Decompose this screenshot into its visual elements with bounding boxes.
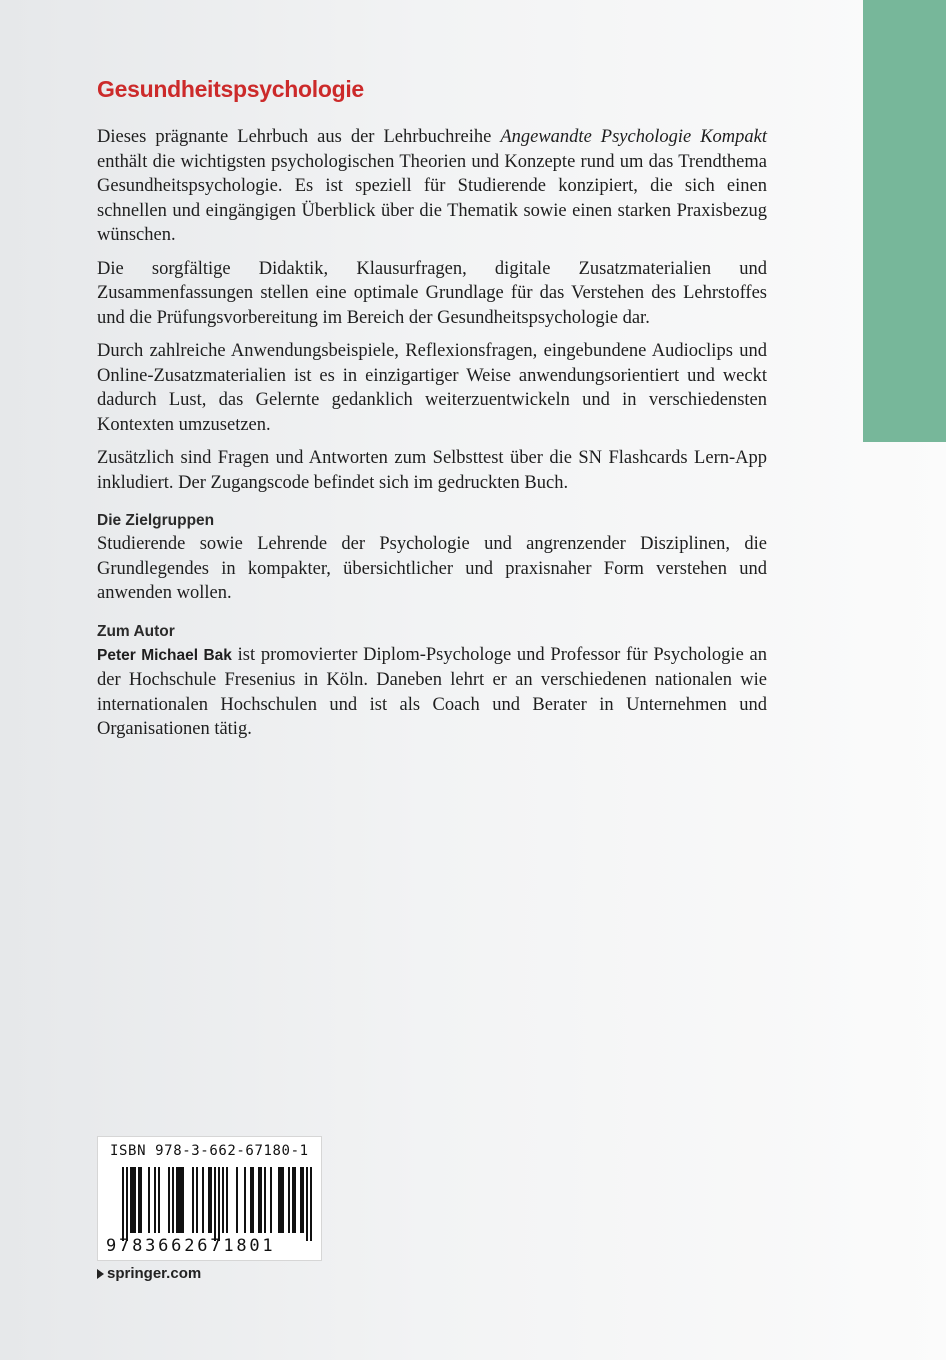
barcode-bar [300, 1167, 302, 1233]
target-group-heading: Die Zielgruppen [97, 512, 215, 529]
barcode-bar [214, 1167, 216, 1241]
barcode-bar [292, 1167, 294, 1233]
intro-p1-pre: Dieses prägnante Lehrbuch aus der Lehrbuchreihe [97, 127, 501, 147]
arrow-right-icon [97, 1269, 104, 1279]
barcode-bar [132, 1167, 134, 1233]
barcode-bar [260, 1167, 262, 1233]
barcode-bar [148, 1167, 150, 1233]
intro-paragraph-3: Durch zahlreiche Anwendungsbeispiele, Reflexionsfragen, eingebundene Audioclips und Online-Zusatzmaterialien ist es in einzigartiger Weise anwendungsorientiert und weckt dadurch Lust, das Gelernte gedanklich weiterzuentwickeln und in verschiedensten Kontexten umzusetzen. [97, 341, 767, 435]
author-bio [97, 643, 767, 742]
barcode-bar [134, 1167, 136, 1233]
barcode-bar [250, 1167, 252, 1233]
author-name: Peter Michael Bak [97, 646, 232, 664]
back-cover-text [97, 74, 767, 751]
intro-p1-post: enthält die wichtigsten psychologischen Theorien und Konzepte rund um das Trendthema Gesundheitspsychologie. Es ist speziell für Studierende konzipiert, die sich einen schnellen und eingängigen Überblick über die Thematik sowie einen starken Praxisbezug wünschen. [97, 151, 767, 245]
barcode-bar [278, 1167, 280, 1233]
barcode-bar [138, 1167, 140, 1233]
barcode-bar [122, 1167, 124, 1241]
intro-paragraph-1 [97, 125, 767, 248]
barcode-bar [310, 1167, 312, 1241]
author-heading: Zum Autor [97, 622, 175, 640]
barcode-bar [176, 1167, 178, 1233]
barcode-bar [126, 1167, 128, 1241]
barcode-bar [244, 1167, 246, 1233]
barcode-bar [258, 1167, 260, 1233]
barcode-bar [264, 1167, 266, 1233]
barcode-bar [130, 1167, 132, 1233]
barcode-bar [140, 1167, 142, 1233]
isbn-barcode [97, 1136, 322, 1261]
publisher-link[interactable] [97, 1265, 201, 1282]
publisher-url: springer.com [107, 1265, 202, 1282]
book-title: Gesundheitspsychologie [97, 76, 364, 102]
target-group-text: Studierende sowie Lehrende der Psychologie und angrenzender Disziplinen, die Grundlegendes in kompakter, übersichtlicher und praxisnaher Form verstehen und anwenden wollen. [97, 534, 767, 603]
barcode-bar [208, 1167, 210, 1233]
barcode-digits: 9783662671801 [106, 1236, 276, 1256]
barcode-bar [252, 1167, 254, 1233]
barcode-bar [182, 1167, 184, 1233]
green-side-tab [863, 0, 946, 442]
barcode-bar [270, 1167, 272, 1233]
barcode-bar [218, 1167, 220, 1241]
barcode-bar [196, 1167, 198, 1233]
barcode-bar [210, 1167, 212, 1233]
intro-paragraph-4: Zusätzlich sind Fragen und Antworten zum Selbsttest über die SN Flashcards Lern-App inkludiert. Der Zugangscode befindet sich im gedruckten Buch. [97, 448, 767, 493]
barcode-bar [226, 1167, 228, 1233]
barcode-bar [180, 1167, 182, 1233]
barcode-bar [154, 1167, 156, 1233]
isbn-label: ISBN 978-3-662-67180-1 [110, 1143, 309, 1159]
series-name: Angewandte Psychologie Kompakt [500, 127, 768, 147]
barcode-bar [172, 1167, 174, 1233]
barcode-bar [236, 1167, 238, 1233]
intro-paragraph-2: Die sorgfältige Didaktik, Klausurfragen, digitale Zusatzmaterialien und Zusammenfassungen stellen eine optimale Grundlage für das Verstehen des Lehrstoffes und die Prüfungsvorbereitung im Bereich der Gesundheitspsychologie dar. [97, 258, 767, 328]
barcode-bar [168, 1167, 170, 1233]
barcode-bar [158, 1167, 160, 1233]
barcode-bar [178, 1167, 180, 1233]
barcode-bar [280, 1167, 282, 1233]
barcode-bar [222, 1167, 224, 1233]
barcode-bar [302, 1167, 304, 1233]
barcode-bar [282, 1167, 284, 1233]
barcode-bar [192, 1167, 194, 1233]
barcode-bar [202, 1167, 204, 1233]
barcode-bar [294, 1167, 296, 1233]
barcode-bar [288, 1167, 290, 1233]
barcode-bar [306, 1167, 308, 1241]
author-bio-text: ist promovierter Diplom-Psychologe und Professor für Psychologie an der Hochschule Fresenius in Köln. Daneben lehrt er an verschiedenen nationalen wie internationalen Hochschulen und ist als Coach und Berater in Unternehmen und Organisationen tätig. [97, 644, 767, 739]
